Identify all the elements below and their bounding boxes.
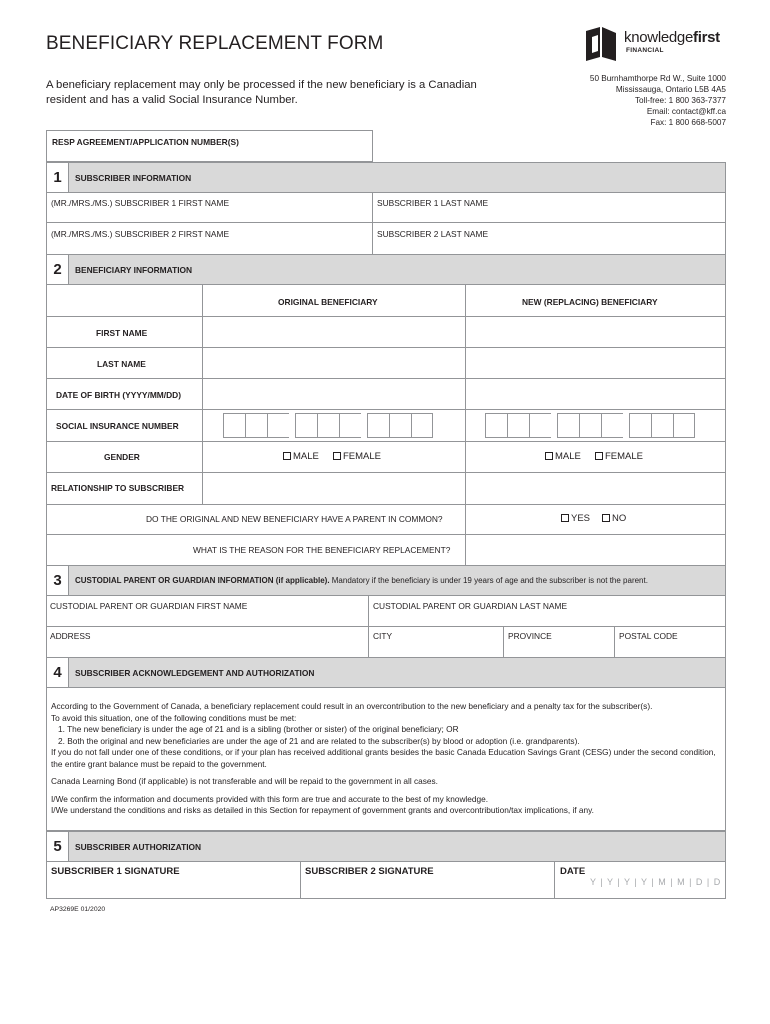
checkbox-label: FEMALE xyxy=(343,451,382,462)
field-label: SUBSCRIBER 2 SIGNATURE xyxy=(305,866,434,877)
agreement-number-label: RESP AGREEMENT/APPLICATION NUMBER(S) xyxy=(52,137,239,147)
section-3-header xyxy=(46,565,726,596)
section-5-header xyxy=(46,831,726,862)
logo-subtitle: FINANCIAL xyxy=(626,47,664,54)
checkbox-label: FEMALE xyxy=(605,451,644,462)
section-title: BENEFICIARY INFORMATION xyxy=(75,265,193,275)
logo-word-main: knowledge xyxy=(624,29,694,46)
section-number: 5 xyxy=(47,832,69,861)
checkbox-label: NO xyxy=(612,513,627,524)
section-4-header xyxy=(46,657,726,688)
section-1-header xyxy=(46,162,726,193)
row-label-relationship: RELATIONSHIP TO SUBSCRIBER xyxy=(51,483,185,493)
common-parent-no-checkbox[interactable] xyxy=(602,513,626,524)
address-line: 50 Burnhamthorpe Rd W., Suite 1000 xyxy=(589,74,726,83)
field-label: (MR./MRS./MS.) SUBSCRIBER 1 FIRST NAME xyxy=(51,198,230,208)
address-line: Mississauga, Ontario L5B 4A5 xyxy=(615,85,726,94)
section-number: 2 xyxy=(47,255,69,284)
guardian-city-field[interactable] xyxy=(368,626,504,658)
original-first-name-field[interactable] xyxy=(203,317,465,347)
field-label: SUBSCRIBER 1 SIGNATURE xyxy=(51,866,180,877)
checkbox-label: MALE xyxy=(555,451,581,462)
address-line: Toll-free: 1 800 363-7377 xyxy=(634,96,726,105)
section-title: SUBSCRIBER AUTHORIZATION xyxy=(75,842,202,852)
checkbox-label: YES xyxy=(571,513,591,524)
section-2-header xyxy=(46,254,726,285)
reason-field[interactable] xyxy=(466,535,726,565)
section-title: SUBSCRIBER INFORMATION xyxy=(75,173,192,183)
field-label: DATE xyxy=(560,866,586,877)
new-dob-field[interactable] xyxy=(466,379,726,409)
new-female-checkbox[interactable] xyxy=(595,451,643,462)
section-number: 1 xyxy=(47,163,69,192)
row-label-dob: DATE OF BIRTH (YYYY/MM/DD) xyxy=(56,390,181,400)
field-label: PROVINCE xyxy=(508,631,552,641)
section-number: 4 xyxy=(47,658,69,687)
field-label: CITY xyxy=(373,631,393,641)
form-code: AP3269E 01/2020 xyxy=(50,906,106,913)
form-title: BENEFICIARY REPLACEMENT FORM xyxy=(46,33,384,54)
common-parent-question: DO THE ORIGINAL AND NEW BENEFICIARY HAVE A PARENT IN COMMON? xyxy=(146,514,443,524)
ack-paragraph: According to the Government of Canada, a beneficiary replacement could result in an overcontribution to the new beneficiary and a penalty tax for the subscriber(s). xyxy=(51,701,653,711)
section-title: CUSTODIAL PARENT OR GUARDIAN INFORMATION xyxy=(75,576,274,585)
original-female-checkbox[interactable] xyxy=(333,451,381,462)
date-format-placeholder: Y | Y | Y | Y | M | M | D | D xyxy=(590,877,722,887)
ack-paragraph: Canada Learning Bond (if applicable) is not transferable and will be repaid to the government in all cases. xyxy=(51,776,438,786)
field-label: SUBSCRIBER 2 LAST NAME xyxy=(377,229,489,239)
guardian-address-field[interactable] xyxy=(46,626,369,658)
original-male-checkbox[interactable] xyxy=(283,451,319,462)
intro-text: A beneficiary replacement may only be processed if the new beneficiary is a Canadian resident and has a valid Social Insurance Number. xyxy=(46,79,477,106)
new-sin-field[interactable] xyxy=(485,413,695,438)
section-title: SUBSCRIBER ACKNOWLEDGEMENT AND AUTHORIZATION xyxy=(75,668,315,678)
guardian-first-name-field[interactable] xyxy=(46,595,369,627)
ack-paragraph: To avoid this situation, one of the following conditions must be met: xyxy=(51,712,297,723)
ack-paragraph: If you do not fall under one of these conditions, or if your plan has received additional grants besides the basic Canada Education Savings Grant (CESG) under the second condition, the entire grant balance must be repaid to the government. xyxy=(51,747,716,769)
original-sin-field[interactable] xyxy=(223,413,433,438)
subscriber-2-first-name-field[interactable] xyxy=(46,222,373,255)
column-header-original: ORIGINAL BENEFICIARY xyxy=(278,297,378,307)
field-label: ADDRESS xyxy=(50,631,91,641)
original-last-name-field[interactable] xyxy=(203,348,465,378)
ack-paragraph: I/We understand the conditions and risks as detailed in this Section for repayment of government grants and overcontribution/tax implications, if any. xyxy=(51,805,594,815)
field-label: CUSTODIAL PARENT OR GUARDIAN FIRST NAME xyxy=(50,601,248,611)
subscriber-1-last-name-field[interactable] xyxy=(372,192,726,223)
guardian-last-name-field[interactable] xyxy=(368,595,726,627)
new-male-checkbox[interactable] xyxy=(545,451,581,462)
logo-word-bold: first xyxy=(693,29,720,46)
common-parent-yes-checkbox[interactable] xyxy=(561,513,590,524)
checkbox-label: MALE xyxy=(293,451,319,462)
subscriber-2-last-name-field[interactable] xyxy=(372,222,726,255)
ack-paragraph: I/We confirm the information and documents provided with this form are true and accurate to the best of my knowledge. xyxy=(51,793,489,804)
subscriber-1-first-name-field[interactable] xyxy=(46,192,373,223)
field-label: (MR./MRS./MS.) SUBSCRIBER 2 FIRST NAME xyxy=(51,229,230,239)
relationship-field[interactable] xyxy=(203,473,726,504)
row-label-sin: SOCIAL INSURANCE NUMBER xyxy=(56,421,179,431)
field-label: CUSTODIAL PARENT OR GUARDIAN LAST NAME xyxy=(373,601,568,611)
row-label-last-name: LAST NAME xyxy=(97,359,146,369)
field-label: SUBSCRIBER 1 LAST NAME xyxy=(377,198,489,208)
guardian-province-field[interactable] xyxy=(503,626,615,658)
guardian-postal-code-field[interactable] xyxy=(614,626,726,658)
company-logo xyxy=(582,27,732,61)
subscriber-2-signature-field[interactable] xyxy=(300,861,555,899)
row-label-first-name: FIRST NAME xyxy=(96,328,148,338)
new-first-name-field[interactable] xyxy=(466,317,726,347)
column-header-new: NEW (REPLACING) BENEFICIARY xyxy=(522,297,658,307)
company-address xyxy=(590,73,726,128)
subscriber-1-signature-field[interactable] xyxy=(46,861,301,899)
section-number: 3 xyxy=(47,566,69,595)
new-last-name-field[interactable] xyxy=(466,348,726,378)
ack-condition: 1. The new beneficiary is under the age of 21 and is a sibling (brother or sister) of the original beneficiary; OR xyxy=(58,724,459,734)
agreement-number-field[interactable] xyxy=(46,130,373,162)
reason-question: WHAT IS THE REASON FOR THE BENEFICIARY REPLACEMENT? xyxy=(193,545,451,555)
section-title-note: (if applicable). xyxy=(275,576,330,585)
acknowledgement-text xyxy=(51,701,723,817)
address-line: Fax: 1 800 668-5007 xyxy=(650,118,726,127)
row-label-gender: GENDER xyxy=(104,452,140,462)
field-label: POSTAL CODE xyxy=(619,631,678,641)
original-dob-field[interactable] xyxy=(203,379,465,409)
address-line: Email: contact@kff.ca xyxy=(646,107,726,116)
logo-mark-icon xyxy=(582,27,622,61)
ack-condition: 2. Both the original and new beneficiaries are under the age of 21 and are related to the subscriber(s) by blood or adoption (i.e. grandparents). xyxy=(58,735,580,746)
section-title-rest: Mandatory if the beneficiary is under 19 years of age and the subscriber is not the parent. xyxy=(329,576,648,585)
